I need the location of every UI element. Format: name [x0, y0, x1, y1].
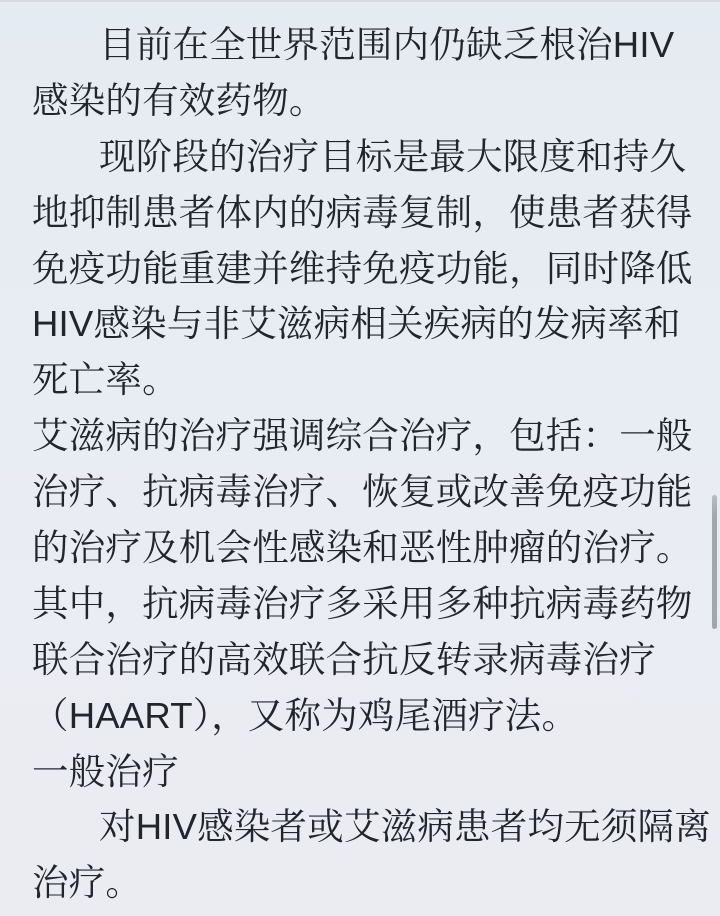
text-line: 对HIV感染者或艾滋病患者均无须隔离 — [99, 806, 711, 848]
text-line: （HAART），又称为鸡尾酒疗法。 — [32, 694, 579, 736]
text-line: 的治疗及机会性感染和恶性肿瘤的治疗。 — [32, 527, 693, 569]
text-line: 死亡率。 — [32, 359, 179, 401]
text-line: 治疗、抗病毒治疗、恢复或改善免疫功能 — [32, 471, 693, 513]
text-line: 感染的有效药物。 — [32, 79, 326, 121]
scrollbar-thumb[interactable] — [712, 495, 717, 629]
text-line: 艾滋病的治疗强调综合治疗，包括：一般 — [32, 415, 693, 457]
text-line: 联合治疗的高效联合抗反转录病毒治疗 — [32, 638, 656, 680]
text-line: 目前在全世界范围内仍缺乏根治HIV — [99, 24, 675, 65]
text-line: 地抑制患者体内的病毒复制，使患者获得 — [32, 191, 693, 233]
text-line: HIV感染与非艾滋病相关疾病的发病率和 — [32, 303, 681, 345]
text-line: 其中，抗病毒治疗多采用多种抗病毒药物 — [32, 582, 693, 624]
text-line: 现阶段的治疗目标是最大限度和持久 — [99, 135, 687, 177]
text-line: 治疗。 — [32, 862, 143, 904]
section-heading: 一般治疗 — [32, 750, 179, 792]
text-line: 免疫功能重建并维持免疫功能，同时降低 — [32, 247, 693, 289]
